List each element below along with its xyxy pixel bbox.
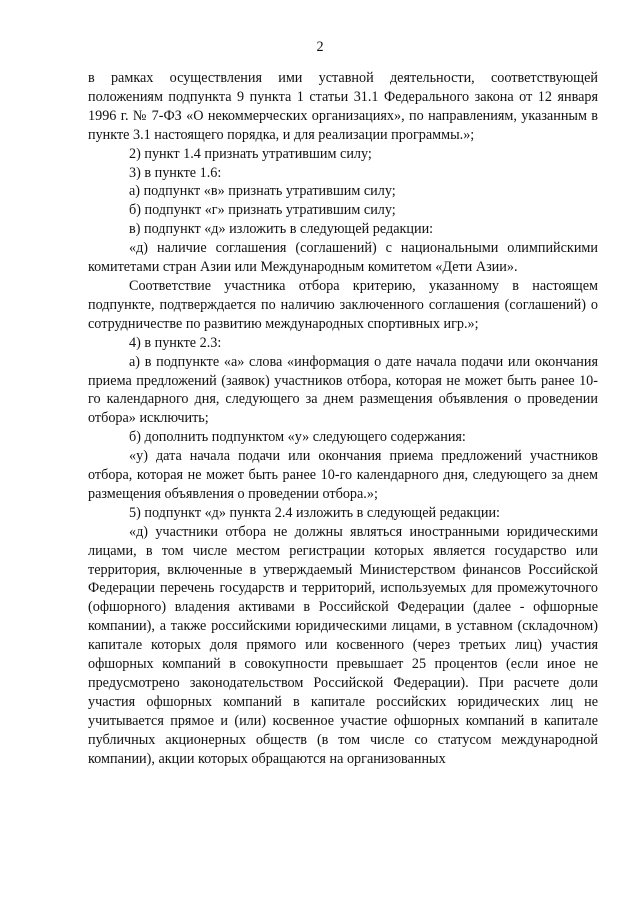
paragraph-item-4: 4) в пункте 2.3: — [129, 334, 222, 351]
paragraph-item-3: 3) в пункте 1.6: — [129, 164, 222, 181]
paragraph-subitem-b-2-3: б) дополнить подпунктом «у» следующего содержания: — [129, 429, 466, 446]
paragraph-quote-u: «у) дата начала подачи или окончания приема предложений участников отбора, которая не может быть ранее 10-го календарного дня, следующего за днем размещения объявления о проведении отбора.»; — [88, 448, 598, 502]
document-body — [88, 69, 598, 769]
paragraph-subitem-a: а) подпункт «в» признать утратившим силу; — [129, 183, 396, 200]
paragraph-quote-d: «д) наличие соглашения (соглашений) с национальными олимпийскими комитетами стран Азии или Международным комитетом «Дети Азии». — [88, 240, 598, 276]
paragraph-item-5: 5) подпункт «д» пункта 2.4 изложить в следующей редакции: — [129, 504, 500, 521]
paragraph-compliance: Соответствие участника отбора критерию, указанному в настоящем подпункте, подтверждается по наличию заключенного соглашения (соглашений) о сотрудничестве по развитию международных спортивных игр.»; — [88, 277, 598, 332]
page-number: 2 — [316, 39, 324, 55]
paragraph-subitem-a-2-3: а) в подпункте «а» слова «информация о дате начала подачи или окончания приема предложений (заявок) участников отбора, которая не может быть ранее 10-го календарного дня, следующего за днем размещения объявления о проведении отбора» исключить; — [88, 353, 598, 427]
paragraph-subitem-v: в) подпункт «д» изложить в следующей редакции: — [129, 221, 434, 238]
paragraph-continuation: в рамках осуществления ими уставной деятельности, соответствующей положениям подпункта 9 пункта 1 статьи 31.1 Федерального закона от 12 января 1996 г. № 7-ФЗ «О некоммерческих организациях», по направлениям, указанным в пункте 3.1 настоящего порядка, и для реализации программы.»; — [88, 70, 598, 143]
paragraph-subitem-b: б) подпункт «г» признать утратившим силу; — [129, 202, 396, 219]
paragraph-quote-d-2-4: «д) участники отбора не должны являться иностранными юридическими лицами, в том числе местом регистрации которых является государство или территория, включенные в утверждаемый Министерством финансов Российской Федерации перечень государств и территорий, используемых для промежуточного (офшорного) владения активами в Российской Федерации (далее - офшорные компании), а также российскими юридическими лицами, в уставном (складочном) капитале которых доля прямого или косвенного (через третьих лиц) участия офшорных компаний в совокупности превышает 25 процентов (если иное не предусмотрено законодательством Российской Федерации). При расчете доли участия офшорных компаний в капитале российских юридических лиц не учитывается прямое и (или) косвенное участие офшорных компаний в капитале публичных акционерных обществ (в том числе со статусом международной компании), акции которых обращаются на организованных — [88, 523, 598, 767]
paragraph-item-2: 2) пункт 1.4 признать утратившим силу; — [129, 145, 372, 162]
